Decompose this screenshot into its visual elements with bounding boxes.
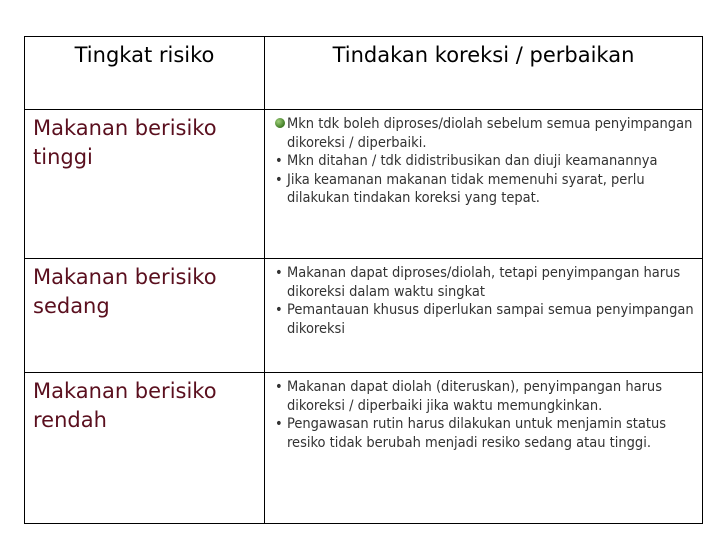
bullet-point-icon: • bbox=[275, 416, 283, 432]
bullet-point-icon: • bbox=[275, 302, 283, 318]
action-cell bbox=[265, 110, 703, 259]
action-list bbox=[265, 373, 702, 452]
table-row bbox=[25, 110, 703, 259]
action-list bbox=[265, 259, 702, 338]
header-row bbox=[25, 37, 703, 110]
header-risk-level: Tingkat risiko bbox=[25, 37, 265, 110]
risk-level-label: Makanan berisiko tinggi bbox=[33, 116, 217, 169]
list-item: • Mkn ditahan / tdk didistribusikan dan diuji keamanannya bbox=[275, 153, 658, 169]
bullet-point-icon: • bbox=[275, 171, 283, 188]
risk-level-cell bbox=[25, 373, 265, 524]
list-item: • Jika keamanan makanan tidak memenuhi syarat, perlu dilakukan tindakan koreksi yang tepat. bbox=[275, 171, 645, 206]
risk-level-label: Makanan berisiko sedang bbox=[33, 265, 217, 318]
list-item: • Makanan dapat diolah (diteruskan), penyimpangan harus dikoreksi / diperbaiki jika waktu memungkinkan. bbox=[275, 379, 663, 414]
green-dot-icon bbox=[275, 118, 285, 128]
bullet-point-icon: • bbox=[275, 379, 283, 395]
action-cell bbox=[265, 259, 703, 373]
list-item: • Makanan dapat diproses/diolah, tetapi penyimpangan harus dikoreksi dalam waktu singkat bbox=[275, 265, 681, 300]
risk-level-cell bbox=[25, 110, 265, 259]
header-corrective-action: Tindakan koreksi / perbaikan bbox=[265, 37, 703, 110]
bullet-point-icon: • bbox=[275, 153, 283, 169]
action-cell bbox=[265, 373, 703, 524]
list-item: • Pengawasan rutin harus dilakukan untuk menjamin status resiko tidak berubah menjadi resiko sedang atau tinggi. bbox=[275, 416, 667, 451]
action-list bbox=[265, 110, 702, 208]
risk-level-label: Makanan berisiko rendah bbox=[33, 379, 217, 432]
risk-action-table bbox=[24, 36, 703, 524]
list-item: Mkn tdk boleh diproses/diolah sebelum semua penyimpangan dikoreksi / diperbaiki. bbox=[275, 115, 694, 152]
list-item: • Pemantauan khusus diperlukan sampai semua penyimpangan dikoreksi bbox=[275, 302, 694, 337]
table-row bbox=[25, 373, 703, 524]
risk-level-cell bbox=[25, 259, 265, 373]
table-row bbox=[25, 259, 703, 373]
bullet-point-icon: • bbox=[275, 265, 283, 281]
